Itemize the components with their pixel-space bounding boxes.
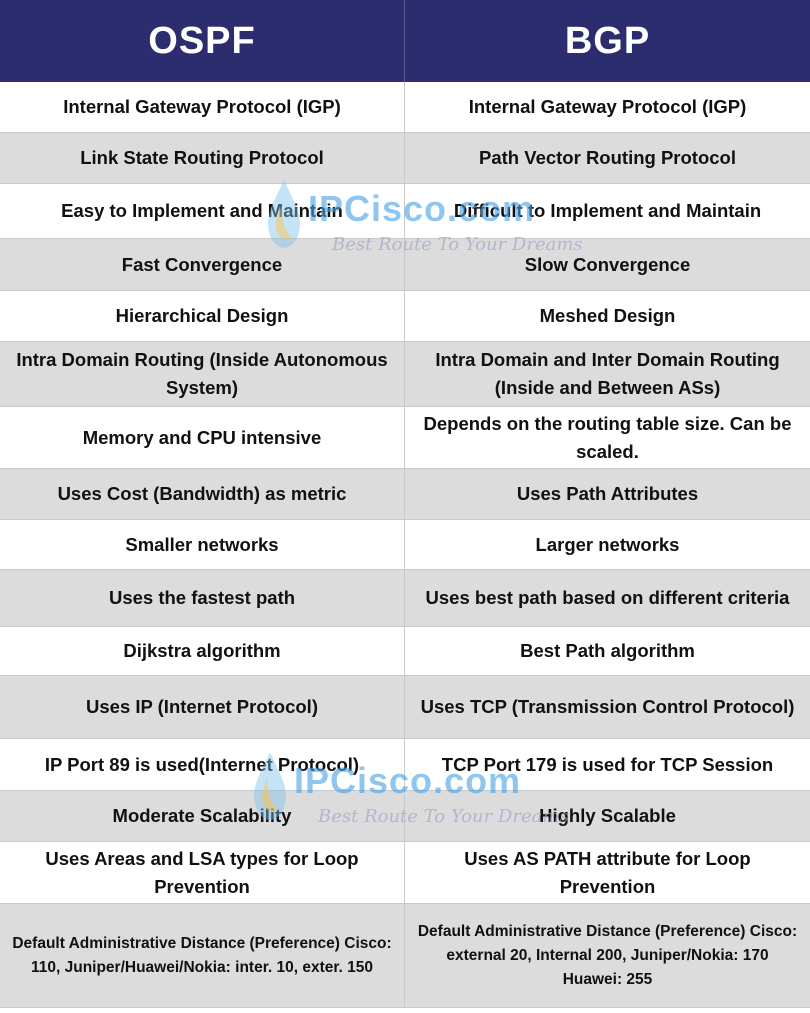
ospf-cell: Fast Convergence bbox=[0, 239, 405, 291]
ospf-cell: Uses IP (Internet Protocol) bbox=[0, 676, 405, 739]
bgp-cell: Path Vector Routing Protocol bbox=[405, 133, 810, 184]
ospf-cell: Default Administrative Distance (Preference) Cisco: 110, Juniper/Huawei/Nokia: inter. 10, exter. 150 bbox=[0, 904, 405, 1008]
ospf-cell: Memory and CPU intensive bbox=[0, 407, 405, 469]
ospf-cell: Dijkstra algorithm bbox=[0, 627, 405, 676]
column-header-bgp: BGP bbox=[405, 0, 810, 82]
bgp-cell: Depends on the routing table size. Can be scaled. bbox=[405, 407, 810, 469]
bgp-cell: TCP Port 179 is used for TCP Session bbox=[405, 739, 810, 791]
ospf-cell: Smaller networks bbox=[0, 520, 405, 570]
bgp-cell: Internal Gateway Protocol (IGP) bbox=[405, 82, 810, 133]
ospf-cell: Uses the fastest path bbox=[0, 570, 405, 627]
bgp-cell: Uses AS PATH attribute for Loop Prevention bbox=[405, 842, 810, 904]
ospf-cell: Uses Areas and LSA types for Loop Prevention bbox=[0, 842, 405, 904]
bgp-cell: Intra Domain and Inter Domain Routing (Inside and Between ASs) bbox=[405, 342, 810, 407]
ospf-cell: Uses Cost (Bandwidth) as metric bbox=[0, 469, 405, 520]
ospf-cell: Easy to Implement and Maintain bbox=[0, 184, 405, 239]
bgp-cell: Uses Path Attributes bbox=[405, 469, 810, 520]
ospf-cell: Link State Routing Protocol bbox=[0, 133, 405, 184]
bgp-cell: Default Administrative Distance (Preference) Cisco: external 20, Internal 200, Juniper/Nokia: 170 Huawei: 255 bbox=[405, 904, 810, 1008]
ospf-cell: IP Port 89 is used(Internet Protocol) bbox=[0, 739, 405, 791]
bgp-cell: Larger networks bbox=[405, 520, 810, 570]
bgp-cell: Slow Convergence bbox=[405, 239, 810, 291]
bgp-cell: Uses TCP (Transmission Control Protocol) bbox=[405, 676, 810, 739]
watermark-brand: IPCisco.com bbox=[294, 760, 522, 801]
column-header-ospf: OSPF bbox=[0, 0, 405, 82]
watermark-brand: IPCisco.com bbox=[308, 188, 536, 229]
bgp-cell: Meshed Design bbox=[405, 291, 810, 342]
ospf-cell: Hierarchical Design bbox=[0, 291, 405, 342]
bgp-cell: Uses best path based on different criteria bbox=[405, 570, 810, 627]
ospf-cell: Internal Gateway Protocol (IGP) bbox=[0, 82, 405, 133]
watermark-slogan: Best Route To Your Dreams bbox=[332, 234, 583, 255]
ospf-cell: Intra Domain Routing (Inside Autonomous System) bbox=[0, 342, 405, 407]
watermark-slogan: Best Route To Your Dreams bbox=[318, 806, 569, 827]
ospf-cell: Moderate Scalability bbox=[0, 791, 405, 842]
bgp-cell: Best Path algorithm bbox=[405, 627, 810, 676]
bgp-cell: Difficult to Implement and Maintain bbox=[405, 184, 810, 239]
bgp-cell: Highly Scalable bbox=[405, 791, 810, 842]
